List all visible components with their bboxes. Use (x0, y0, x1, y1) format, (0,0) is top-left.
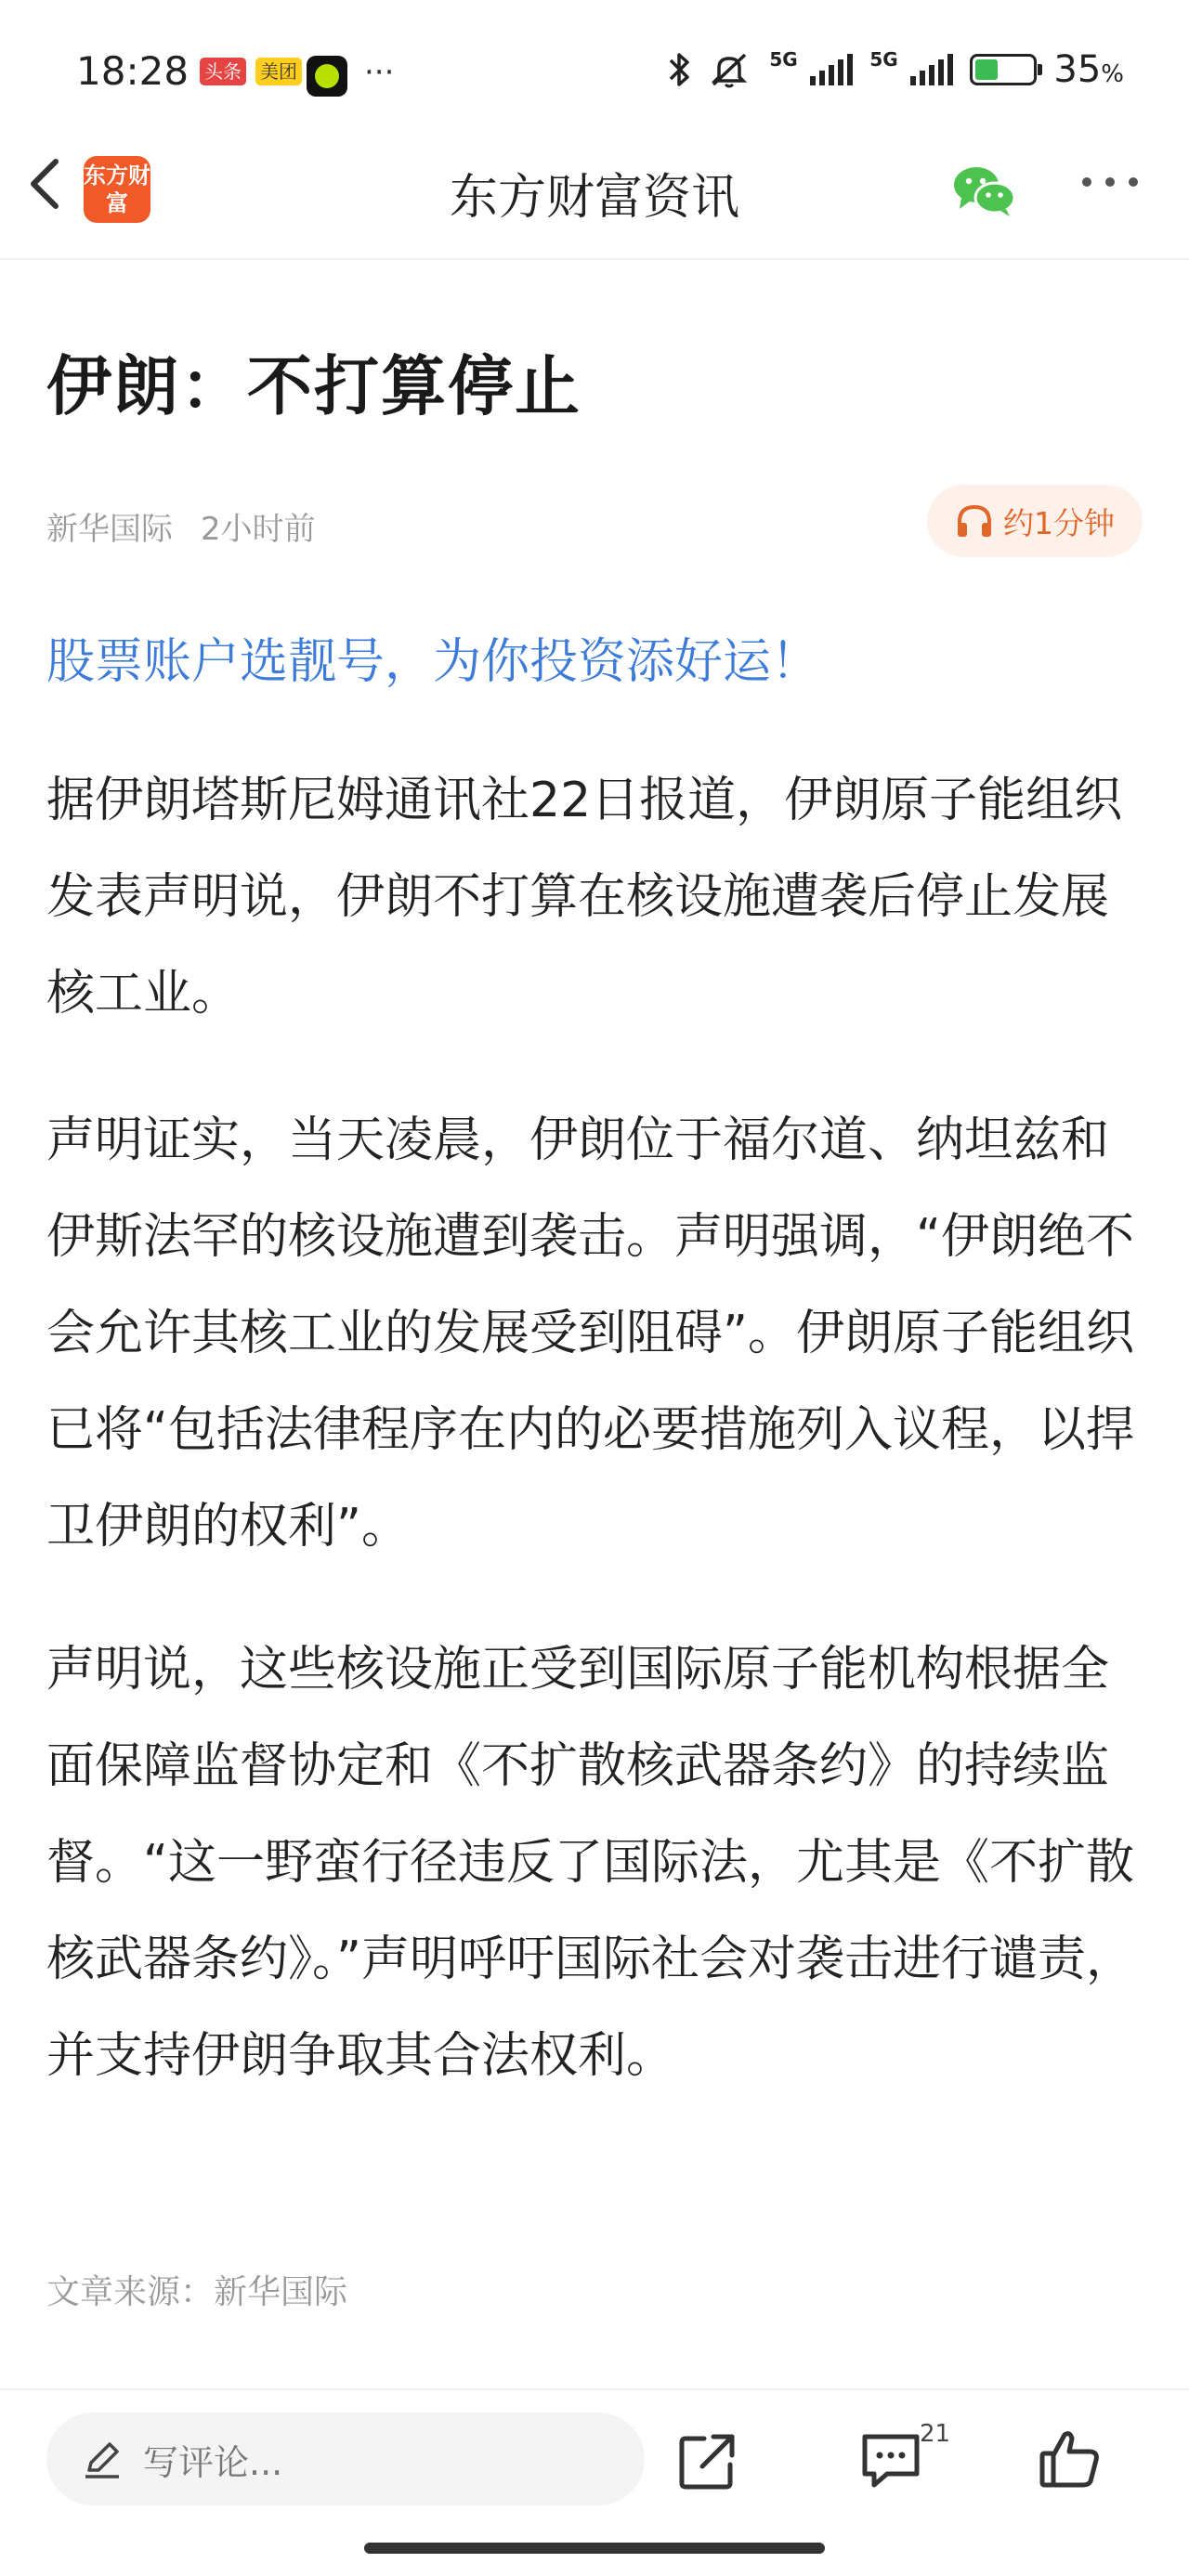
comment-placeholder: 写评论... (143, 2441, 283, 2483)
signal-5g-icon-2 (869, 48, 953, 85)
status-indicators (665, 48, 1124, 91)
comments-icon[interactable] (859, 2431, 922, 2491)
headphones-icon (955, 502, 994, 540)
share-icon[interactable] (678, 2431, 738, 2491)
battery-percent: 35% (1053, 48, 1124, 91)
article-headline: 伊朗：不打算停止 (46, 348, 581, 424)
comment-input[interactable] (46, 2413, 645, 2505)
mute-icon (710, 51, 752, 88)
network-type-2: 5G (869, 48, 898, 71)
promo-link[interactable]: 股票账户选靓号，为你投资添好运！ (46, 634, 820, 690)
status-bar (0, 0, 1189, 139)
bluetooth-icon (665, 51, 693, 88)
meituan-notification-icon: 美团 (255, 58, 302, 85)
signal-5g-icon (769, 48, 853, 85)
article-meta (46, 503, 316, 549)
more-notifications-icon: ··· (364, 54, 395, 91)
home-indicator[interactable] (364, 2543, 825, 2554)
listen-duration: 约1分钟 (1003, 504, 1115, 541)
comment-count-badge: 21 (920, 2420, 951, 2448)
article-source: 文章来源：新华国际 (46, 2273, 348, 2311)
like-icon[interactable] (1039, 2427, 1102, 2491)
article-paragraph-3: 声明说，这些核设施正受到国际原子能机构根据全面保障监督协定和《不扩散核武器条约》的持续监督。“这一野蛮行径违反了国际法，尤其是《不扩散核武器条约》。”声明呼吁国际社会对袭击进行谴责，并支持伊朗争取其合法权利。 (46, 1642, 1134, 2084)
network-type-1: 5G (769, 48, 798, 71)
status-time: 18:28 (76, 48, 189, 94)
battery-icon (970, 54, 1037, 85)
app-logo[interactable]: 东方财富 (84, 156, 150, 223)
listen-audio-button[interactable] (927, 485, 1143, 557)
article-paragraph-2: 声明证实，当天凌晨，伊朗位于福尔道、纳坦兹和伊斯法罕的核设施遭到袭击。声明强调，“伊朗绝不会允许其核工业的发展受到阻碍”。伊朗原子能组织已将“包括法律程序在内的必要措施列入议程，以捍卫伊朗的权利”。 (46, 1112, 1134, 1555)
toutiao-notification-icon: 头条 (200, 58, 246, 85)
source-name[interactable]: 新华国际 (46, 511, 173, 548)
more-icon[interactable] (1078, 173, 1143, 191)
page-title: 东方财富资讯 (449, 170, 739, 226)
pencil-icon (82, 2439, 123, 2479)
wechat-icon[interactable] (952, 163, 1017, 218)
app-notification-icon (307, 56, 347, 97)
article-paragraph-1: 据伊朗塔斯尼姆通讯社22日报道，伊朗原子能组织发表声明说，伊朗不打算在核设施遭袭后停止发展核工业。 (46, 773, 1123, 1021)
publish-time: 2小时前 (201, 511, 316, 548)
